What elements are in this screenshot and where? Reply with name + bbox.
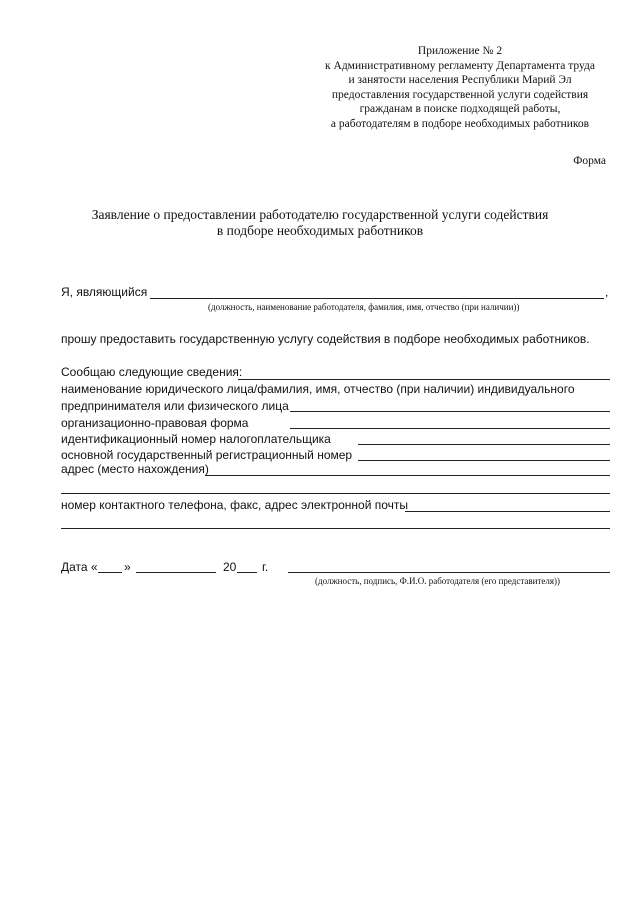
address-field-continuation[interactable] [61,493,610,494]
date-day-field[interactable] [98,572,122,573]
signature-caption: (должность, подпись, Ф.И.О. работодателя (его представителя)) [315,576,561,586]
date-year-field[interactable] [237,572,257,573]
info-intro-field[interactable] [238,379,610,380]
applicant-label: Я, являющийся [61,285,148,299]
ogrn-field[interactable] [358,460,610,461]
year-prefix: 20 [223,560,237,574]
appendix-line: предоставления государственной услуги содействия [331,88,589,101]
appendix-line: гражданам в поиске подходящей работы, [359,103,561,116]
name-label-line-1: наименование юридического лица/фамилия, имя, отчество (при наличии) индивидуального [61,382,575,396]
appendix-header [280,44,640,132]
applicant-comma: , [605,285,609,299]
title-line-2: в подборе необходимых работников [216,223,424,238]
name-label-line-2: предпринимателя или физического лица [61,399,289,413]
address-field[interactable] [205,475,610,476]
signature-field[interactable] [288,572,610,573]
appendix-line: Приложение № 2 [417,45,503,57]
address-label: адрес (место нахождения) [61,462,209,476]
org-form-label: организационно-правовая форма [61,416,249,430]
name-field[interactable] [290,411,610,412]
org-form-field[interactable] [290,428,610,429]
contacts-field[interactable] [405,511,610,512]
info-intro: Сообщаю следующие сведения: [61,365,243,379]
year-suffix: г. [262,560,269,574]
request-text: прошу предоставить государственную услугу содействия в подборе необходимых работников. [61,332,590,346]
date-quote-close: » [124,560,131,574]
appendix-line: а работодателям в подборе необходимых работников [330,117,590,130]
appendix-line: к Административному регламенту Департамента труда [325,59,595,72]
appendix-line: и занятости населения Республики Марий Эл [348,74,572,87]
inn-label: идентификационный номер налогоплательщика [61,432,331,446]
applicant-caption: (должность, наименование работодателя, фамилия, имя, отчество (при наличии)) [208,302,520,312]
contacts-label: номер контактного телефона, факс, адрес электронной почты [61,498,409,512]
applicant-field[interactable] [150,298,604,299]
title-line-1: Заявление о предоставлении работодателю государственной услуги содействия [91,207,549,222]
date-month-field[interactable] [136,572,216,573]
form-label: Форма [573,155,606,167]
inn-field[interactable] [358,444,610,445]
ogrn-label: основной государственный регистрационный номер [61,448,353,462]
document-title [0,207,640,239]
date-prefix: Дата « [61,560,98,574]
contacts-field-continuation[interactable] [61,528,610,529]
